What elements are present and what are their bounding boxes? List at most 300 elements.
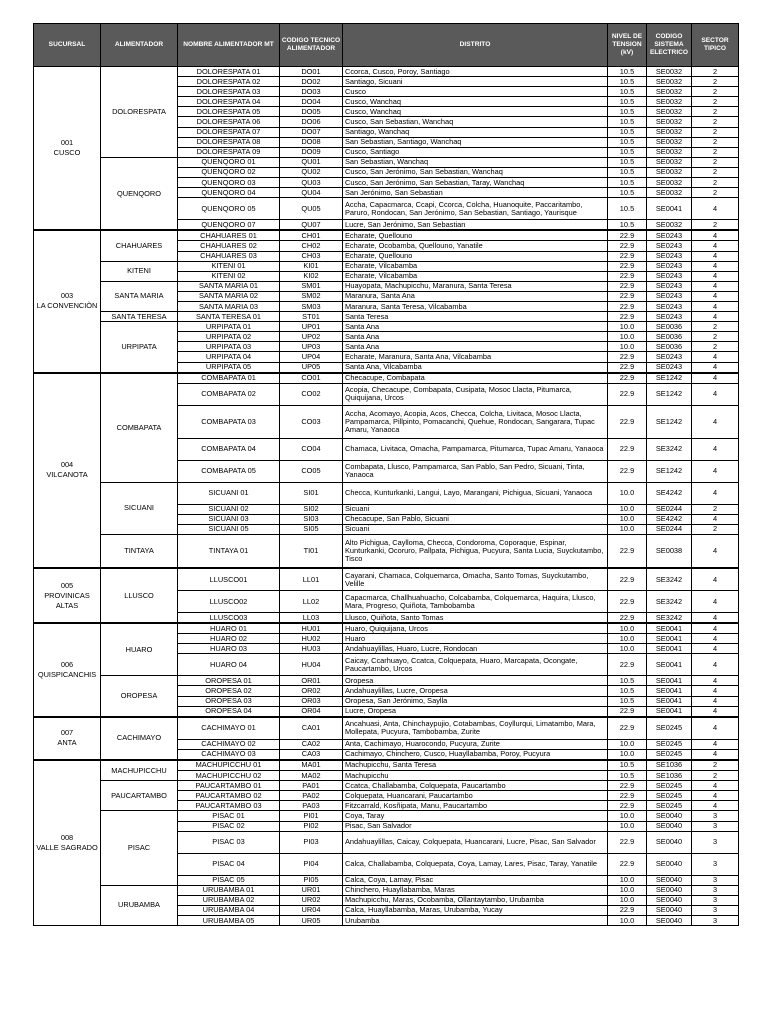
codigo-sistema-cell: SE0245 xyxy=(647,739,692,749)
nivel-tension-cell: 10.0 xyxy=(608,514,647,524)
distrito-cell: Cusco, San Sebastian, Wanchaq xyxy=(343,117,608,127)
distrito-cell: Huayopata, Machupicchu, Maranura, Santa Teresa xyxy=(343,281,608,291)
nombre-alimentador-cell: QUENQORO 02 xyxy=(178,167,280,177)
nivel-tension-cell: 10.0 xyxy=(608,504,647,514)
codigo-sistema-cell: SE0243 xyxy=(647,271,692,281)
codigo-sistema-cell: SE4242 xyxy=(647,514,692,524)
sector-tipico-cell: 3 xyxy=(692,905,739,915)
sector-tipico-cell: 4 xyxy=(692,261,739,271)
sector-tipico-cell: 2 xyxy=(692,771,739,781)
nivel-tension-cell: 10.0 xyxy=(608,322,647,332)
alimentador-cell: SANTA MARIA xyxy=(101,281,178,311)
nombre-alimentador-cell: TINTAYA 01 xyxy=(178,535,280,569)
alimentador-cell: PAUCARTAMBO xyxy=(101,781,178,811)
table-row xyxy=(34,760,739,771)
codigo-tecnico-cell: DO06 xyxy=(280,117,343,127)
sector-tipico-cell: 4 xyxy=(692,686,739,696)
distrito-cell: Andahuaylillas, Huaro, Lucre, Rondocan xyxy=(343,644,608,654)
nivel-tension-cell: 10.5 xyxy=(608,67,647,77)
distrito-cell: Cusco, Wanchaq xyxy=(343,107,608,117)
nivel-tension-cell: 10.5 xyxy=(608,117,647,127)
nivel-tension-cell: 10.0 xyxy=(608,623,647,634)
distrito-cell: Colquepata, Huancarani, Paucartambo xyxy=(343,791,608,801)
codigo-tecnico-cell: CO02 xyxy=(280,383,343,405)
codigo-sistema-cell: SE3242 xyxy=(647,613,692,624)
sector-tipico-cell: 4 xyxy=(692,676,739,686)
nombre-alimentador-cell: URUBAMBA 05 xyxy=(178,915,280,925)
codigo-tecnico-cell: UR05 xyxy=(280,915,343,925)
nivel-tension-cell: 22.9 xyxy=(608,373,647,384)
nombre-alimentador-cell: LLUSCO03 xyxy=(178,613,280,624)
codigo-sistema-cell: SE0041 xyxy=(647,198,692,220)
distrito-cell: Chinchero, Huayllabamba, Maras xyxy=(343,885,608,895)
codigo-sistema-cell: SE0244 xyxy=(647,524,692,534)
sector-tipico-cell: 4 xyxy=(692,301,739,311)
codigo-tecnico-cell: CA01 xyxy=(280,717,343,740)
alimentador-cell: OROPESA xyxy=(101,676,178,717)
codigo-tecnico-cell: PI04 xyxy=(280,853,343,875)
codigo-tecnico-cell: HU03 xyxy=(280,644,343,654)
codigo-sistema-cell: SE0243 xyxy=(647,301,692,311)
nombre-alimentador-cell: QUENQORO 07 xyxy=(178,220,280,231)
codigo-tecnico-cell: CO03 xyxy=(280,405,343,438)
nombre-alimentador-cell: CHAHUARES 03 xyxy=(178,251,280,261)
nombre-alimentador-cell: OROPESA 01 xyxy=(178,676,280,686)
nivel-tension-cell: 10.0 xyxy=(608,634,647,644)
nivel-tension-cell: 10.0 xyxy=(608,739,647,749)
sector-tipico-cell: 4 xyxy=(692,438,739,460)
codigo-sistema-cell: SE3242 xyxy=(647,591,692,613)
codigo-tecnico-cell: UP03 xyxy=(280,342,343,352)
distrito-cell: Lucre, San Jerónimo, San Sebastian xyxy=(343,220,608,231)
distrito-cell: Santa Teresa xyxy=(343,312,608,322)
nombre-alimentador-cell: DOLORESPATA 07 xyxy=(178,127,280,137)
sector-tipico-cell: 3 xyxy=(692,915,739,925)
codigo-tecnico-cell: CO04 xyxy=(280,438,343,460)
codigo-sistema-cell: SE0243 xyxy=(647,281,692,291)
alimentador-cell: MACHUPICCHU xyxy=(101,760,178,781)
sector-tipico-cell: 3 xyxy=(692,811,739,821)
table-row xyxy=(34,230,739,241)
nombre-alimentador-cell: QUENQORO 01 xyxy=(178,157,280,167)
nombre-alimentador-cell: CACHIMAYO 01 xyxy=(178,717,280,740)
alimentador-cell: PISAC xyxy=(101,811,178,885)
codigo-tecnico-cell: UR04 xyxy=(280,905,343,915)
distrito-cell: San Jerónimo, San Sebastian xyxy=(343,188,608,198)
distrito-cell: Santa Ana, Vilcabamba xyxy=(343,362,608,373)
sector-tipico-cell: 4 xyxy=(692,281,739,291)
codigo-tecnico-cell: UP01 xyxy=(280,322,343,332)
sector-tipico-cell: 4 xyxy=(692,696,739,706)
nombre-alimentador-cell: URPIPATA 05 xyxy=(178,362,280,373)
header-sector-tipico: SECTOR TIPICO xyxy=(692,24,739,67)
codigo-sistema-cell: SE0243 xyxy=(647,230,692,241)
nombre-alimentador-cell: QUENQORO 03 xyxy=(178,178,280,188)
sector-tipico-cell: 4 xyxy=(692,383,739,405)
codigo-sistema-cell: SE0032 xyxy=(647,107,692,117)
nombre-alimentador-cell: URUBAMBA 01 xyxy=(178,885,280,895)
nombre-alimentador-cell: LLUSCO02 xyxy=(178,591,280,613)
codigo-tecnico-cell: DO04 xyxy=(280,97,343,107)
distrito-cell: Andahuaylillas, Lucre, Oropesa xyxy=(343,686,608,696)
nombre-alimentador-cell: COMBAPATA 02 xyxy=(178,383,280,405)
nivel-tension-cell: 22.9 xyxy=(608,591,647,613)
sector-tipico-cell: 2 xyxy=(692,342,739,352)
codigo-tecnico-cell: SM01 xyxy=(280,281,343,291)
nivel-tension-cell: 10.5 xyxy=(608,676,647,686)
distrito-cell: Cachimayo, Chinchero, Cusco, Huayllabamba, Poroy, Pucyura xyxy=(343,749,608,760)
codigo-tecnico-cell: QU05 xyxy=(280,198,343,220)
codigo-sistema-cell: SE0036 xyxy=(647,342,692,352)
nombre-alimentador-cell: DOLORESPATA 06 xyxy=(178,117,280,127)
nombre-alimentador-cell: CHAHUARES 02 xyxy=(178,241,280,251)
nombre-alimentador-cell: PAUCARTAMBO 03 xyxy=(178,801,280,811)
codigo-sistema-cell: SE0243 xyxy=(647,362,692,373)
nivel-tension-cell: 22.9 xyxy=(608,271,647,281)
nombre-alimentador-cell: DOLORESPATA 05 xyxy=(178,107,280,117)
nombre-alimentador-cell: COMBAPATA 05 xyxy=(178,460,280,482)
nivel-tension-cell: 10.5 xyxy=(608,147,647,157)
codigo-tecnico-cell: UR02 xyxy=(280,895,343,905)
sector-tipico-cell: 4 xyxy=(692,405,739,438)
table-row xyxy=(34,676,739,686)
nivel-tension-cell: 22.9 xyxy=(608,781,647,791)
codigo-sistema-cell: SE0036 xyxy=(647,332,692,342)
codigo-sistema-cell: SE0040 xyxy=(647,915,692,925)
nivel-tension-cell: 22.9 xyxy=(608,613,647,624)
codigo-tecnico-cell: QU02 xyxy=(280,167,343,177)
codigo-sistema-cell: SE0245 xyxy=(647,801,692,811)
nombre-alimentador-cell: PAUCARTAMBO 02 xyxy=(178,791,280,801)
distrito-cell: Sicuani xyxy=(343,524,608,534)
codigo-tecnico-cell: DO02 xyxy=(280,77,343,87)
header-codigo-tecnico: CODIGO TECNICO ALIMENTADOR xyxy=(280,24,343,67)
codigo-tecnico-cell: DO05 xyxy=(280,107,343,117)
nombre-alimentador-cell: SICUANI 05 xyxy=(178,524,280,534)
nombre-alimentador-cell: SICUANI 03 xyxy=(178,514,280,524)
codigo-sistema-cell: SE0040 xyxy=(647,853,692,875)
header-sucursal: SUCURSAL xyxy=(34,24,101,67)
sector-tipico-cell: 4 xyxy=(692,373,739,384)
codigo-tecnico-cell: UR01 xyxy=(280,885,343,895)
sector-tipico-cell: 2 xyxy=(692,147,739,157)
codigo-tecnico-cell: CA02 xyxy=(280,739,343,749)
nivel-tension-cell: 10.5 xyxy=(608,198,647,220)
sector-tipico-cell: 2 xyxy=(692,117,739,127)
distrito-cell: Machupicchu, Santa Teresa xyxy=(343,760,608,771)
nivel-tension-cell: 22.9 xyxy=(608,706,647,717)
codigo-sistema-cell: SE0032 xyxy=(647,188,692,198)
nivel-tension-cell: 10.5 xyxy=(608,771,647,781)
nivel-tension-cell: 10.5 xyxy=(608,696,647,706)
sector-tipico-cell: 3 xyxy=(692,885,739,895)
nivel-tension-cell: 22.9 xyxy=(608,568,647,591)
codigo-tecnico-cell: DO07 xyxy=(280,127,343,137)
table-row xyxy=(34,535,739,569)
codigo-sistema-cell: SE0040 xyxy=(647,821,692,831)
distrito-cell: Huaro, Quiquijana, Urcos xyxy=(343,623,608,634)
distrito-cell: Cusco, Wanchaq xyxy=(343,97,608,107)
codigo-tecnico-cell: TI01 xyxy=(280,535,343,569)
codigo-sistema-cell: SE0040 xyxy=(647,895,692,905)
nivel-tension-cell: 22.9 xyxy=(608,791,647,801)
distrito-cell: Oropesa, San Jerónimo, Saylla xyxy=(343,696,608,706)
sucursal-cell: 005 PROVINICAS ALTAS xyxy=(34,568,101,623)
nombre-alimentador-cell: DOLORESPATA 02 xyxy=(178,77,280,87)
distrito-cell: Urubamba xyxy=(343,915,608,925)
sector-tipico-cell: 4 xyxy=(692,198,739,220)
distrito-cell: Calca, Coya, Lamay, Pisac xyxy=(343,875,608,885)
codigo-sistema-cell: SE1242 xyxy=(647,383,692,405)
nombre-alimentador-cell: HUARO 04 xyxy=(178,654,280,676)
codigo-sistema-cell: SE0041 xyxy=(647,654,692,676)
sector-tipico-cell: 2 xyxy=(692,127,739,137)
sector-tipico-cell: 2 xyxy=(692,322,739,332)
distrito-cell: Echarate, Maranura, Santa Ana, Vilcabamba xyxy=(343,352,608,362)
table-body xyxy=(34,67,739,926)
codigo-tecnico-cell: DO08 xyxy=(280,137,343,147)
codigo-tecnico-cell: SM03 xyxy=(280,301,343,311)
sector-tipico-cell: 2 xyxy=(692,157,739,167)
sector-tipico-cell: 2 xyxy=(692,107,739,117)
table-row xyxy=(34,811,739,821)
sector-tipico-cell: 4 xyxy=(692,634,739,644)
nivel-tension-cell: 10.5 xyxy=(608,127,647,137)
sector-tipico-cell: 4 xyxy=(692,535,739,569)
sector-tipico-cell: 2 xyxy=(692,178,739,188)
codigo-sistema-cell: SE0040 xyxy=(647,905,692,915)
alimentador-cell: CHAHUARES xyxy=(101,230,178,261)
sucursal-cell: 001 CUSCO xyxy=(34,67,101,231)
codigo-sistema-cell: SE0032 xyxy=(647,137,692,147)
codigo-tecnico-cell: KI02 xyxy=(280,271,343,281)
alimentador-cell: SANTA TERESA xyxy=(101,312,178,322)
codigo-sistema-cell: SE3242 xyxy=(647,568,692,591)
nivel-tension-cell: 22.9 xyxy=(608,362,647,373)
distrito-cell: Maranura, Santa Ana xyxy=(343,291,608,301)
distrito-cell: Santiago, Sicuani xyxy=(343,77,608,87)
table-row xyxy=(34,623,739,634)
nombre-alimentador-cell: COMBAPATA 03 xyxy=(178,405,280,438)
codigo-tecnico-cell: QU01 xyxy=(280,157,343,167)
nombre-alimentador-cell: OROPESA 04 xyxy=(178,706,280,717)
nivel-tension-cell: 10.5 xyxy=(608,167,647,177)
codigo-tecnico-cell: MA02 xyxy=(280,771,343,781)
nombre-alimentador-cell: MACHUPICCHU 01 xyxy=(178,760,280,771)
codigo-sistema-cell: SE0032 xyxy=(647,127,692,137)
nombre-alimentador-cell: DOLORESPATA 03 xyxy=(178,87,280,97)
nivel-tension-cell: 22.9 xyxy=(608,301,647,311)
distrito-cell: Lucre, Oropesa xyxy=(343,706,608,717)
distrito-cell: Huaro xyxy=(343,634,608,644)
sector-tipico-cell: 4 xyxy=(692,482,739,504)
nivel-tension-cell: 22.9 xyxy=(608,460,647,482)
sector-tipico-cell: 4 xyxy=(692,801,739,811)
nombre-alimentador-cell: HUARO 01 xyxy=(178,623,280,634)
codigo-tecnico-cell: UP04 xyxy=(280,352,343,362)
codigo-sistema-cell: SE0245 xyxy=(647,717,692,740)
sector-tipico-cell: 2 xyxy=(692,77,739,87)
nivel-tension-cell: 10.5 xyxy=(608,137,647,147)
codigo-sistema-cell: SE0032 xyxy=(647,87,692,97)
distrito-cell: Echarate, Vilcabamba xyxy=(343,271,608,281)
nombre-alimentador-cell: MACHUPICCHU 02 xyxy=(178,771,280,781)
alimentador-cell: QUENQORO xyxy=(101,157,178,230)
sector-tipico-cell: 2 xyxy=(692,188,739,198)
nivel-tension-cell: 10.0 xyxy=(608,875,647,885)
nombre-alimentador-cell: SANTA MARIA 02 xyxy=(178,291,280,301)
sector-tipico-cell: 3 xyxy=(692,895,739,905)
codigo-tecnico-cell: UP02 xyxy=(280,332,343,342)
sucursal-cell: 008 VALLE SAGRADO xyxy=(34,760,101,926)
sector-tipico-cell: 4 xyxy=(692,271,739,281)
codigo-sistema-cell: SE4242 xyxy=(647,482,692,504)
sector-tipico-cell: 2 xyxy=(692,67,739,77)
distrito-cell: Caicay, Ccarhuayo, Ccatca, Colquepata, Huaro, Marcapata, Ocongate, Paucartambo, Urcos xyxy=(343,654,608,676)
sector-tipico-cell: 4 xyxy=(692,781,739,791)
nombre-alimentador-cell: SANTA MARIA 01 xyxy=(178,281,280,291)
alimentador-cell: SICUANI xyxy=(101,482,178,534)
codigo-tecnico-cell: SI01 xyxy=(280,482,343,504)
distrito-cell: Ancahuasi, Anta, Chinchaypujio, Cotabambas, Coyllurqui, Limatambo, Mara, Mollepata, Pucyura, Tambobamba, Zurite xyxy=(343,717,608,740)
codigo-tecnico-cell: OR01 xyxy=(280,676,343,686)
codigo-sistema-cell: SE1242 xyxy=(647,460,692,482)
header-alimentador: ALIMENTADOR xyxy=(101,24,178,67)
codigo-tecnico-cell: PI05 xyxy=(280,875,343,885)
distrito-cell: Capacmarca, Challhuahuacho, Colcabamba, Colquemarca, Haquira, Llusco, Mara, Progreso, Quiñota, Tambobamba xyxy=(343,591,608,613)
distrito-cell: Oropesa xyxy=(343,676,608,686)
codigo-tecnico-cell: PI03 xyxy=(280,831,343,853)
distrito-cell: Calca, Huayllabamba, Maras, Urubamba, Yucay xyxy=(343,905,608,915)
sector-tipico-cell: 4 xyxy=(692,460,739,482)
distrito-cell: Machupicchu xyxy=(343,771,608,781)
sector-tipico-cell: 4 xyxy=(692,791,739,801)
sector-tipico-cell: 4 xyxy=(692,613,739,624)
distrito-cell: Echarate, Vilcabamba xyxy=(343,261,608,271)
distrito-cell: Alto Pichigua, Caylloma, Checca, Condoroma, Coporaque, Espinar, Kunturkanki, Ocoruro, Pallpata, Pichigua, Pucyura, Santa Lucia, Suyckutambo, Tisco xyxy=(343,535,608,569)
codigo-tecnico-cell: CH02 xyxy=(280,241,343,251)
nivel-tension-cell: 22.9 xyxy=(608,654,647,676)
sector-tipico-cell: 3 xyxy=(692,875,739,885)
sector-tipico-cell: 4 xyxy=(692,251,739,261)
codigo-sistema-cell: SE0245 xyxy=(647,749,692,760)
nombre-alimentador-cell: KITENI 02 xyxy=(178,271,280,281)
sector-tipico-cell: 4 xyxy=(692,654,739,676)
nombre-alimentador-cell: CACHIMAYO 02 xyxy=(178,739,280,749)
distrito-cell: Cusco, San Jerónimo, San Sebastian, Wanchaq xyxy=(343,167,608,177)
distrito-cell: Ccatca, Challabamba, Colquepata, Paucartambo xyxy=(343,781,608,791)
codigo-tecnico-cell: PI01 xyxy=(280,811,343,821)
table-row xyxy=(34,157,739,167)
distrito-cell: Echarate, Quellouno xyxy=(343,251,608,261)
sector-tipico-cell: 4 xyxy=(692,591,739,613)
sector-tipico-cell: 4 xyxy=(692,749,739,760)
distrito-cell: Accha, Capacmarca, Ccapi, Ccorca, Colcha, Huanoquite, Paccaritambo, Paruro, Rondocan, San Jerónimo, San Sebastian, Santiago, Yaurisque xyxy=(343,198,608,220)
nombre-alimentador-cell: HUARO 02 xyxy=(178,634,280,644)
nivel-tension-cell: 22.9 xyxy=(608,281,647,291)
sector-tipico-cell: 4 xyxy=(692,241,739,251)
nivel-tension-cell: 10.0 xyxy=(608,749,647,760)
nombre-alimentador-cell: DOLORESPATA 09 xyxy=(178,147,280,157)
distrito-cell: Fitzcarrald, Kosñipata, Manu, Paucartambo xyxy=(343,801,608,811)
sucursal-cell: 003 LA CONVENCIÒN xyxy=(34,230,101,372)
codigo-sistema-cell: SE0032 xyxy=(647,67,692,77)
codigo-sistema-cell: SE0243 xyxy=(647,241,692,251)
nombre-alimentador-cell: URPIPATA 04 xyxy=(178,352,280,362)
distrito-cell: Santa Ana xyxy=(343,322,608,332)
nombre-alimentador-cell: CACHIMAYO 03 xyxy=(178,749,280,760)
header-codigo-sistema: CODIGO SISTEMA ELECTRICO xyxy=(647,24,692,67)
nivel-tension-cell: 22.9 xyxy=(608,291,647,301)
alimentador-cell: HUARO xyxy=(101,623,178,676)
nombre-alimentador-cell: QUENQORO 05 xyxy=(178,198,280,220)
nivel-tension-cell: 22.9 xyxy=(608,853,647,875)
table-row xyxy=(34,261,739,271)
nombre-alimentador-cell: OROPESA 03 xyxy=(178,696,280,706)
table-row xyxy=(34,373,739,384)
header-nivel-tension: NIVEL DE TENSION (kV) xyxy=(608,24,647,67)
codigo-sistema-cell: SE0243 xyxy=(647,291,692,301)
nombre-alimentador-cell: URUBAMBA 04 xyxy=(178,905,280,915)
codigo-tecnico-cell: HU01 xyxy=(280,623,343,634)
codigo-sistema-cell: SE0243 xyxy=(647,261,692,271)
nombre-alimentador-cell: PISAC 04 xyxy=(178,853,280,875)
header-nombre-alimentador-mt: NOMBRE ALIMENTADOR MT xyxy=(178,24,280,67)
codigo-sistema-cell: SE0245 xyxy=(647,791,692,801)
nivel-tension-cell: 10.0 xyxy=(608,885,647,895)
table-row xyxy=(34,482,739,504)
codigo-tecnico-cell: SM02 xyxy=(280,291,343,301)
nivel-tension-cell: 10.5 xyxy=(608,178,647,188)
codigo-tecnico-cell: CA03 xyxy=(280,749,343,760)
distrito-cell: Echarate, Quellouno xyxy=(343,230,608,241)
codigo-sistema-cell: SE0032 xyxy=(647,157,692,167)
codigo-sistema-cell: SE0041 xyxy=(647,696,692,706)
sector-tipico-cell: 2 xyxy=(692,332,739,342)
codigo-sistema-cell: SE0040 xyxy=(647,875,692,885)
sector-tipico-cell: 2 xyxy=(692,504,739,514)
nivel-tension-cell: 22.9 xyxy=(608,383,647,405)
sector-tipico-cell: 2 xyxy=(692,220,739,231)
header-row xyxy=(34,24,739,67)
distrito-cell: San Sebastian, Santiago, Wanchaq xyxy=(343,137,608,147)
nivel-tension-cell: 10.0 xyxy=(608,524,647,534)
distrito-cell: Cusco xyxy=(343,87,608,97)
alimentador-cell: DOLORESPATA xyxy=(101,67,178,158)
nivel-tension-cell: 22.9 xyxy=(608,831,647,853)
sector-tipico-cell: 4 xyxy=(692,644,739,654)
nivel-tension-cell: 22.9 xyxy=(608,405,647,438)
codigo-tecnico-cell: QU04 xyxy=(280,188,343,198)
nombre-alimentador-cell: PISAC 05 xyxy=(178,875,280,885)
distrito-cell: Echarate, Ocobamba, Quellouno, Yanatile xyxy=(343,241,608,251)
codigo-sistema-cell: SE0041 xyxy=(647,686,692,696)
alimentador-cell: TINTAYA xyxy=(101,535,178,569)
sector-tipico-cell: 3 xyxy=(692,853,739,875)
alimentador-cell: URPIPATA xyxy=(101,322,178,373)
nivel-tension-cell: 10.5 xyxy=(608,77,647,87)
nivel-tension-cell: 22.9 xyxy=(608,535,647,569)
nivel-tension-cell: 22.9 xyxy=(608,230,647,241)
distrito-cell: Sicuani xyxy=(343,504,608,514)
table-row xyxy=(34,281,739,291)
codigo-tecnico-cell: PA02 xyxy=(280,791,343,801)
nombre-alimentador-cell: DOLORESPATA 04 xyxy=(178,97,280,107)
sector-tipico-cell: 3 xyxy=(692,831,739,853)
codigo-sistema-cell: SE0243 xyxy=(647,312,692,322)
alimentador-cell: KITENI xyxy=(101,261,178,281)
codigo-tecnico-cell: CO01 xyxy=(280,373,343,384)
